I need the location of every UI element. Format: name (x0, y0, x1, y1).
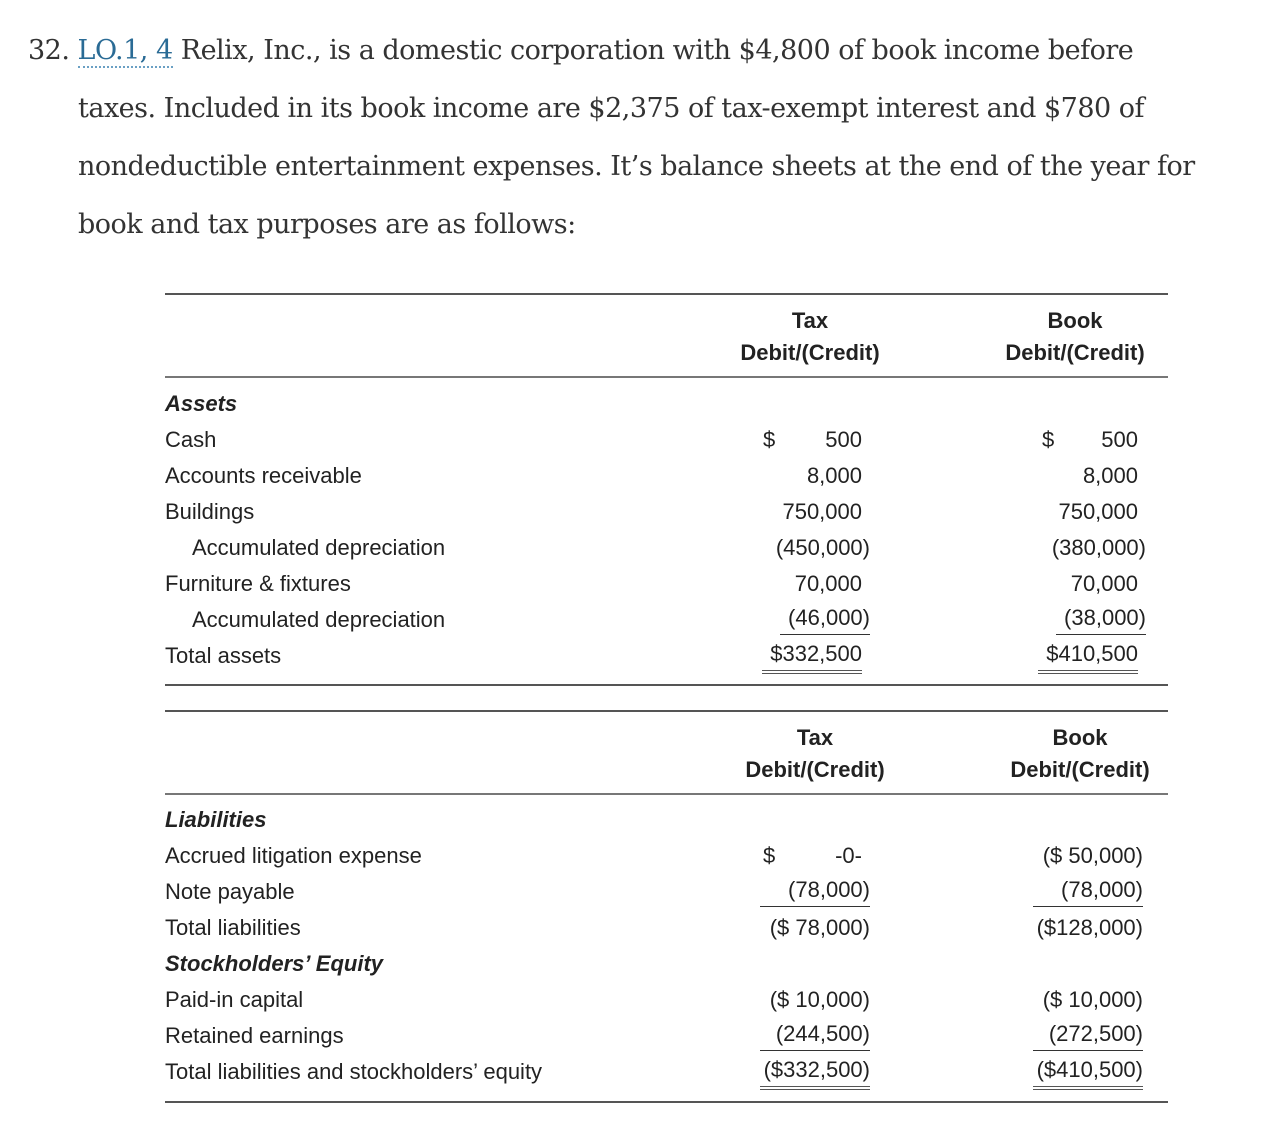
header-rule (165, 793, 1168, 795)
row-label: Buildings (165, 499, 255, 524)
problem-number: 32. (28, 35, 70, 66)
row-label: Paid-in capital (165, 987, 304, 1012)
book-value: $410,500 (1038, 638, 1138, 674)
row-label: Accrued litigation expense (165, 843, 422, 868)
tax-header-line1: Tax (796, 725, 834, 750)
row-label: Retained earnings (165, 1023, 344, 1048)
problem-text-3: nondeductible entertainment expenses. It’s balance sheets at the end of the year for (78, 151, 1195, 182)
tax-currency: $ (763, 427, 776, 452)
table-row (165, 1018, 1168, 1054)
row-label: Cash (165, 427, 217, 452)
book-value: ($128,000) (1036, 915, 1143, 940)
tax-value: 750,000 (782, 499, 862, 524)
table-row-total (165, 638, 1168, 674)
tax-value: (450,000) (775, 535, 870, 560)
table-row (165, 530, 1168, 566)
problem-statement (28, 22, 1258, 254)
problem-text-1: Relix, Inc., is a domestic corporation with $4,800 of book income before (180, 35, 1134, 66)
book-value: (78,000) (1033, 874, 1143, 907)
book-value: 500 (1101, 427, 1138, 452)
section-heading-liabilities (165, 802, 1168, 838)
tax-value: (244,500) (760, 1018, 870, 1051)
row-label: Total assets (165, 643, 282, 668)
table-top-rule (165, 710, 1168, 712)
table-row (165, 422, 1168, 458)
book-header-line1: Book (1052, 725, 1108, 750)
book-value: 750,000 (1058, 499, 1138, 524)
table-row (165, 838, 1168, 874)
learning-objective-link[interactable]: LO.1, 4 (77, 35, 173, 66)
table-row (165, 458, 1168, 494)
tax-value: ($ 10,000) (769, 987, 870, 1012)
section-label: Assets (165, 391, 238, 416)
row-label: Furniture & fixtures (165, 571, 351, 596)
liabilities-table (165, 710, 1168, 1110)
book-value: 70,000 (1070, 571, 1138, 596)
assets-table (165, 293, 1168, 693)
tax-value: -0- (835, 843, 862, 868)
book-value: ($ 10,000) (1042, 987, 1143, 1012)
book-column-header (990, 305, 1160, 369)
tax-value: $332,500 (762, 638, 862, 674)
tax-value: (78,000) (760, 874, 870, 907)
section-label: Liabilities (165, 807, 267, 832)
book-value: 8,000 (1082, 463, 1138, 488)
book-header-line2: Debit/(Credit) (1010, 757, 1150, 782)
tax-value: 70,000 (794, 571, 862, 596)
problem-line-1 (28, 22, 1258, 80)
table-row (165, 566, 1168, 602)
table-row (165, 874, 1168, 910)
table-row (165, 602, 1168, 638)
tax-currency: $ (763, 843, 776, 868)
row-label: Accumulated depreciation (192, 535, 446, 560)
tax-value: ($ 78,000) (769, 915, 870, 940)
row-label: Accumulated depreciation (192, 607, 446, 632)
tax-column-header (710, 305, 910, 369)
book-header-line2: Debit/(Credit) (1005, 340, 1145, 365)
header-rule (165, 376, 1168, 378)
section-heading-equity (165, 946, 1168, 982)
table-bottom-rule (165, 684, 1168, 686)
table-row (165, 982, 1168, 1018)
row-label: Total liabilities and stockholders’ equity (165, 1059, 543, 1084)
tax-value: 500 (825, 427, 862, 452)
book-currency: $ (1042, 427, 1055, 452)
tax-column-header (715, 722, 915, 786)
table-row (165, 494, 1168, 530)
book-value: ($410,500) (1033, 1054, 1143, 1090)
tax-value: (46,000) (780, 602, 870, 635)
tax-value: ($332,500) (760, 1054, 870, 1090)
table-bottom-rule (165, 1101, 1168, 1103)
table-row-total (165, 1054, 1168, 1090)
table-top-rule (165, 293, 1168, 295)
book-value: ($ 50,000) (1042, 843, 1143, 868)
tax-header-line2: Debit/(Credit) (745, 757, 885, 782)
tax-value: 8,000 (806, 463, 862, 488)
row-label: Note payable (165, 879, 295, 904)
book-value: (380,000) (1051, 535, 1146, 560)
problem-text-4: book and tax purposes are as follows: (78, 209, 576, 240)
section-label: Stockholders’ Equity (165, 951, 384, 976)
tax-header-line2: Debit/(Credit) (740, 340, 880, 365)
table-row-total (165, 910, 1168, 946)
section-heading-assets (165, 386, 1168, 422)
tax-header-line1: Tax (791, 308, 829, 333)
book-column-header (995, 722, 1165, 786)
book-value: (272,500) (1033, 1018, 1143, 1051)
row-label: Accounts receivable (165, 463, 362, 488)
row-label: Total liabilities (165, 915, 301, 940)
book-value: (38,000) (1056, 602, 1146, 635)
problem-text-2: taxes. Included in its book income are $2,375 of tax-exempt interest and $780 of (78, 93, 1145, 124)
book-header-line1: Book (1047, 308, 1103, 333)
